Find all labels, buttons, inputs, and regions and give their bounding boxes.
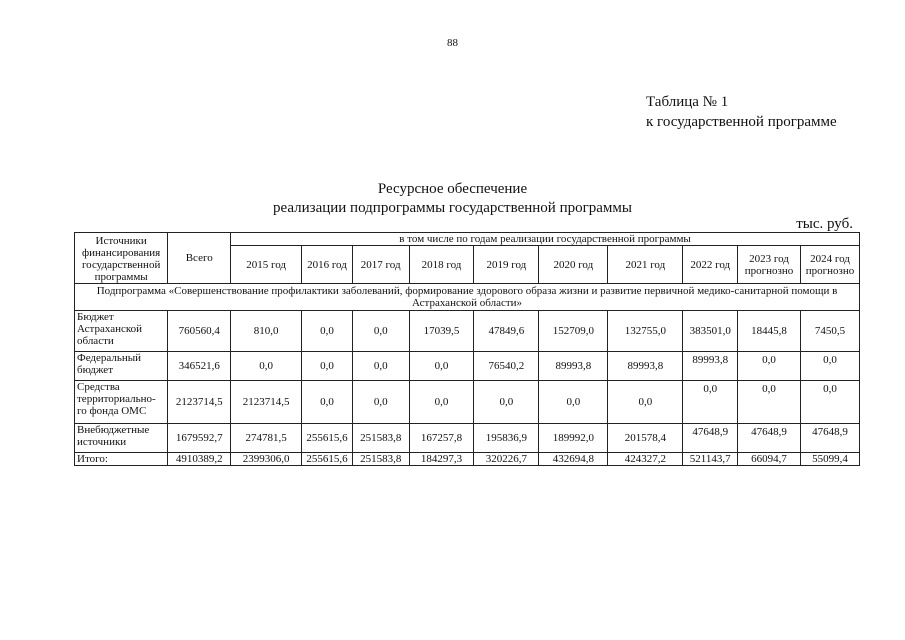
header-year: 2019 год bbox=[474, 246, 539, 284]
header-year: 2016 год bbox=[302, 246, 353, 284]
header-year: 2020 год bbox=[539, 246, 608, 284]
cell-value: 521143,7 bbox=[683, 453, 738, 466]
cell-value: 0,0 bbox=[409, 352, 474, 381]
row-source: Внебюджетные источники bbox=[75, 424, 168, 453]
table-row bbox=[75, 311, 860, 352]
cell-value: 55099,4 bbox=[800, 453, 859, 466]
table-row bbox=[75, 352, 860, 381]
cell-value: 76540,2 bbox=[474, 352, 539, 381]
cell-value: 0,0 bbox=[302, 381, 353, 424]
annex-line-1: Таблица № 1 bbox=[646, 94, 729, 110]
title-line-1: Ресурсное обеспечение bbox=[377, 181, 528, 197]
header-year: 2017 год bbox=[352, 246, 409, 284]
cell-value: 66094,7 bbox=[738, 453, 801, 466]
header-by-years: в том числе по годам реализации государственной программы bbox=[231, 233, 860, 246]
cell-value: 47648,9 bbox=[800, 424, 859, 453]
cell-value: 89993,8 bbox=[608, 352, 683, 381]
cell-value: 0,0 bbox=[738, 381, 801, 424]
cell-value: 0,0 bbox=[352, 381, 409, 424]
subprogram-title: Подпрограмма «Совершенствование профилактики заболеваний, формирование здорового образа жизни и развитие первичной медико-санитарной помощи в Астраханской области» bbox=[75, 284, 860, 311]
cell-value: 0,0 bbox=[800, 352, 859, 381]
cell-value: 320226,7 bbox=[474, 453, 539, 466]
cell-value: 2123714,5 bbox=[231, 381, 302, 424]
cell-value: 0,0 bbox=[683, 381, 738, 424]
cell-value: 255615,6 bbox=[302, 424, 353, 453]
title-line-2: реализации подпрограммы государственной программы bbox=[273, 200, 632, 216]
cell-value: 152709,0 bbox=[539, 311, 608, 352]
page-number: 88 bbox=[447, 37, 458, 49]
total-row bbox=[75, 453, 860, 466]
cell-value: 0,0 bbox=[302, 352, 353, 381]
header-row bbox=[75, 233, 860, 246]
resource-table bbox=[74, 232, 860, 466]
cell-value: 47648,9 bbox=[738, 424, 801, 453]
annex-line-2: к государственной программе bbox=[646, 114, 837, 130]
cell-value: 89993,8 bbox=[539, 352, 608, 381]
table-row bbox=[75, 424, 860, 453]
cell-value: 167257,8 bbox=[409, 424, 474, 453]
cell-value: 810,0 bbox=[231, 311, 302, 352]
header-year: 2021 год bbox=[608, 246, 683, 284]
cell-value: 184297,3 bbox=[409, 453, 474, 466]
cell-value: 0,0 bbox=[231, 352, 302, 381]
cell-value: 0,0 bbox=[738, 352, 801, 381]
cell-value: 17039,5 bbox=[409, 311, 474, 352]
cell-value: 2399306,0 bbox=[231, 453, 302, 466]
cell-value: 201578,4 bbox=[608, 424, 683, 453]
header-year: 2018 год bbox=[409, 246, 474, 284]
unit-label: тыс. руб. bbox=[796, 216, 853, 232]
cell-value: 0,0 bbox=[352, 352, 409, 381]
cell-value: 189992,0 bbox=[539, 424, 608, 453]
cell-value: 0,0 bbox=[539, 381, 608, 424]
row-source: Итого: bbox=[75, 453, 168, 466]
cell-value: 255615,6 bbox=[302, 453, 353, 466]
cell-value: 18445,8 bbox=[738, 311, 801, 352]
cell-value: 47648,9 bbox=[683, 424, 738, 453]
header-year: 2015 год bbox=[231, 246, 302, 284]
header-year: 2022 год bbox=[683, 246, 738, 284]
document-title bbox=[0, 180, 905, 218]
header-source: Источники финансирования государственной программы bbox=[75, 233, 168, 284]
header-year: 2024 год прогнозно bbox=[800, 246, 859, 284]
cell-value: 0,0 bbox=[352, 311, 409, 352]
cell-value: 0,0 bbox=[409, 381, 474, 424]
row-total: 1679592,7 bbox=[168, 424, 231, 453]
cell-value: 7450,5 bbox=[800, 311, 859, 352]
cell-value: 274781,5 bbox=[231, 424, 302, 453]
table-row bbox=[75, 381, 860, 424]
cell-value: 432694,8 bbox=[539, 453, 608, 466]
cell-value: 383501,0 bbox=[683, 311, 738, 352]
subprogram-row bbox=[75, 284, 860, 311]
cell-value: 195836,9 bbox=[474, 424, 539, 453]
cell-value: 251583,8 bbox=[352, 453, 409, 466]
cell-value: 89993,8 bbox=[683, 352, 738, 381]
cell-value: 424327,2 bbox=[608, 453, 683, 466]
header-year: 2023 год прогнозно bbox=[738, 246, 801, 284]
row-source: Средства территориально-го фонда ОМС bbox=[75, 381, 168, 424]
cell-value: 0,0 bbox=[302, 311, 353, 352]
cell-value: 0,0 bbox=[800, 381, 859, 424]
cell-value: 0,0 bbox=[474, 381, 539, 424]
row-total: 2123714,5 bbox=[168, 381, 231, 424]
row-total: 760560,4 bbox=[168, 311, 231, 352]
cell-value: 47849,6 bbox=[474, 311, 539, 352]
header-total: Всего bbox=[168, 233, 231, 284]
row-total: 346521,6 bbox=[168, 352, 231, 381]
row-source: Федеральный бюджет bbox=[75, 352, 168, 381]
annex-caption bbox=[646, 92, 837, 132]
cell-value: 132755,0 bbox=[608, 311, 683, 352]
cell-value: 251583,8 bbox=[352, 424, 409, 453]
cell-value: 0,0 bbox=[608, 381, 683, 424]
row-source: Бюджет Астраханской области bbox=[75, 311, 168, 352]
row-total: 4910389,2 bbox=[168, 453, 231, 466]
